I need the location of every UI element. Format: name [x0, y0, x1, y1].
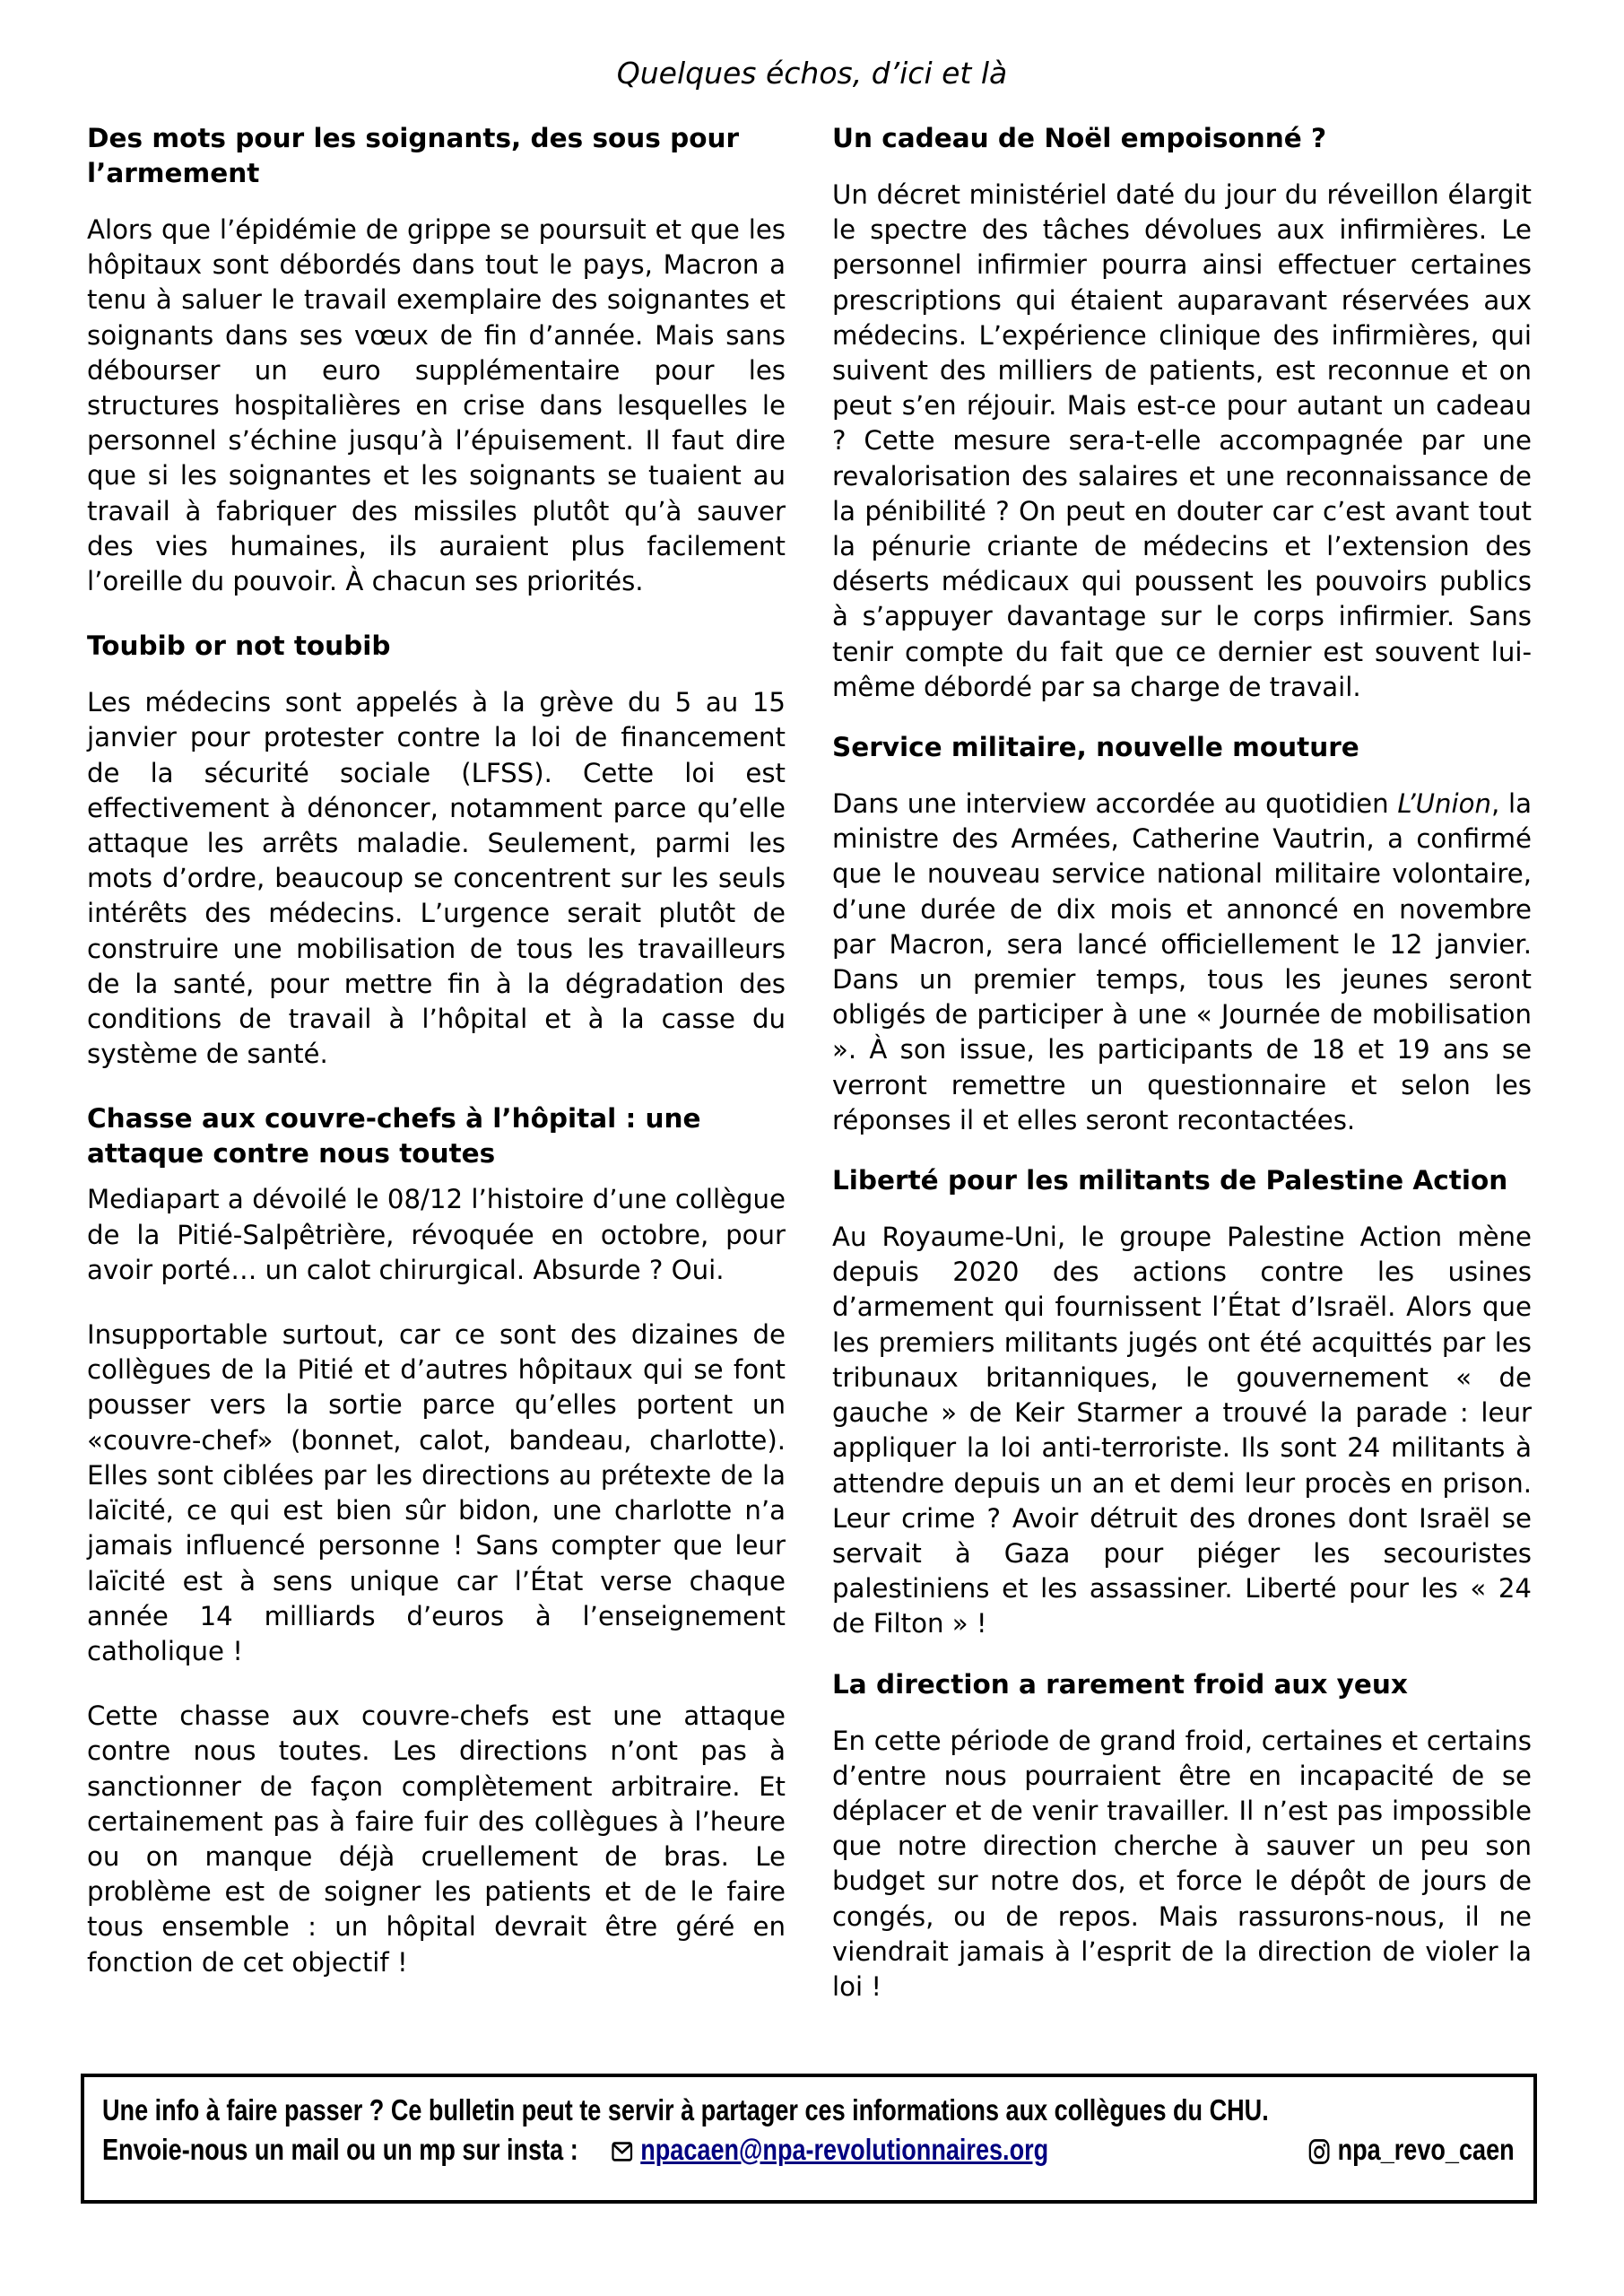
left-column [87, 121, 786, 2010]
article-heading: Chasse aux couvre-chefs à l’hôpital : une attaque contre nous toutes [87, 1103, 701, 1170]
article-service-militaire [832, 730, 1532, 1138]
article-toubib [87, 629, 786, 1072]
instagram-icon [1308, 2138, 1331, 2165]
article-heading: Un cadeau de Noël empoisonné ? [832, 123, 1327, 153]
article-paragraph: Un décret ministériel daté du jour du réveillon élargit le spectre des tâches dévolues aux infirmières. Le personnel infirmier pourra ainsi effectuer certaines prescriptions qui étaient auparavant réservées aux médecins. L’expérience clinique des infirmières, qui suivent des milliers de patients, est reconnue et on peut s’en réjouir. Mais est-ce pour autant un cadeau ? Cette mesure sera-t-elle accompagnée par une revalorisation des salaires et une reconnaissance de la pénibilité ? On peut en douter car c’est avant tout la pénurie criante de médecins et l’extension des déserts médicaux qui poussent les pouvoirs publics à s’appuyer davantage sur le corps infirmier. Sans tenir compte du fait que ce dernier est souvent lui-même débordé par sa charge de travail. [832, 179, 1532, 702]
right-column [832, 121, 1532, 2034]
article-paragraph: Mediapart a dévoilé le 08/12 l’histoire d’une collègue de la Pitié-Salpêtrière, révoquée en octobre, pour avoir porté… un calot chirurgical. Absurde ? Oui. [87, 1184, 786, 1285]
contact-box [81, 2074, 1537, 2204]
article-direction-froid [832, 1667, 1532, 2005]
article-couvre-chefs [87, 1101, 786, 1979]
article-cadeau-noel [832, 121, 1532, 705]
publication-name: L’Union [1397, 788, 1491, 820]
article-paragraph: Les médecins sont appelés à la grève du 5 au 15 janvier pour protester contre la loi de financement de la sécurité sociale (LFSS). Cette loi est effectivement à dénoncer, notamment parce qu’elle attaque les arrêts maladie. Seulement, parmi les mots d’ordre, beaucoup se concentrent sur les seuls intérêts des médecins. L’urgence serait plutôt de construire une mobilisation de tous les travailleurs de la santé, pour mettre fin à la dégradation des conditions de travail à l’hôpital et à la casse du système de santé. [87, 687, 786, 1070]
contact-intro: Une info à faire passer ? Ce bulletin peut te servir à partager ces informations aux collègues du CHU. [102, 2093, 1269, 2126]
contact-label: Envoie-nous un mail ou un mp sur insta : [102, 2133, 578, 2166]
article-paragraph [832, 787, 1532, 1138]
article-paragraph: Au Royaume-Uni, le groupe Palestine Action mène depuis 2020 des actions contre les usines d’armement qui fournissent l’État d’Israël. Alors que les premiers militants jugés ont été acquittés par les tribunaux britanniques, le gouvernement « de gauche » de Keir Starmer a trouvé la parade : leur appliquer la loi anti-terroriste. Ils sont 24 militants à attendre depuis un an et demi leur procès en prison. Leur crime ? Avoir détruit des drones dont Israël se servait à Gaza pour piéger les secouristes palestiniens et les assassiner. Liberté pour les « 24 de Filton » ! [832, 1222, 1532, 1639]
email-contact [611, 2133, 1048, 2167]
article-heading: La direction a rarement froid aux yeux [832, 1668, 1408, 1700]
contact-line [102, 2133, 1529, 2167]
instagram-contact [1308, 2133, 1515, 2167]
article-paragraph: Insupportable surtout, car ce sont des dizaines de collègues de la Pitié et d’autres hôpitaux qui se font pousser vers la sortie parce qu’elles portent un «couvre-chef» (bonnet, calot, bandeau, charlotte). Elles sont ciblées par les directions au prétexte de la laïcité, ce qui est bien sûr bidon, une charlotte n’a jamais influencé personne ! Sans compter que leur laïcité est à sens unique car l’État verse chaque année 14 milliards d’euros à l’enseignement catholique ! [87, 1319, 786, 1666]
article-heading: Service militaire, nouvelle mouture [832, 732, 1359, 763]
instagram-handle[interactable]: npa_revo_caen [1337, 2133, 1515, 2166]
article-mots-soignants [87, 121, 786, 599]
envelope-icon [611, 2138, 633, 2165]
article-heading: Toubib or not toubib [87, 631, 391, 662]
article-paragraph: Alors que l’épidémie de grippe se poursuit et que les hôpitaux sont débordés dans tout le pays, Macron a tenu à saluer le travail exemplaire des soignantes et soignants dans ses vœux de fin d’année. Mais sans débourser un euro supplémentaire pour les structures hospitalières en crise dans lesquelles le personnel s’échine jusqu’à l’épuisement. Il faut dire que si les soignantes et les soignants se tuaient au travail à fabriquer des missiles plutôt qu’à sauver des vies humaines, ils auraient plus facilement l’oreille du pouvoir. À chacun ses priorités. [87, 214, 786, 597]
article-paragraph: Cette chasse aux couvre-chefs est une attaque contre nous toutes. Les directions n’ont pas à sanctionner de façon complètement arbitraire. Et certainement pas à faire fuir des collègues à l’heure ou on manque déjà cruellement de bras. Le problème est de soigner les patients et de le faire tous ensemble : un hôpital devrait être géré en fonction de cet objectif ! [87, 1700, 786, 1978]
article-heading: Des mots pour les soignants, des sous pour l’armement [87, 123, 740, 188]
email-link[interactable]: npacaen@npa-revolutionnaires.org [640, 2133, 1049, 2166]
article-palestine-action [832, 1163, 1532, 1641]
paragraph-text: , la ministre des Armées, Catherine Vautrin, a confirmé que le nouveau service national militaire volontaire, d’une durée de dix mois et annoncé en novembre par Macron, sera lancé officiellement le 12 janvier. Dans un premier temps, tous les jeunes seront obligés de participer à une « Journée de mobilisation ». À son issue, les participants de 18 et 19 ans se verront remettre un questionnaire et selon les réponses il et elles seront recontactées. [832, 788, 1532, 1135]
article-paragraph: En cette période de grand froid, certaines et certains d’entre nous pourraient être en incapacité de se déplacer et de venir travailler. Il n’est pas impossible que notre direction cherche à sauver un peu son budget sur notre dos, et force le dépôt de jours de congés, ou de repos. Mais rassurons-nous, il ne viendrait jamais à l’esprit de la direction de violer la loi ! [832, 1725, 1532, 2002]
article-heading: Liberté pour les militants de Palestine Action [832, 1165, 1508, 1196]
page-title: Quelques échos, d’ici et là [616, 56, 1008, 91]
paragraph-text: Dans une interview accordée au quotidien [832, 788, 1398, 820]
